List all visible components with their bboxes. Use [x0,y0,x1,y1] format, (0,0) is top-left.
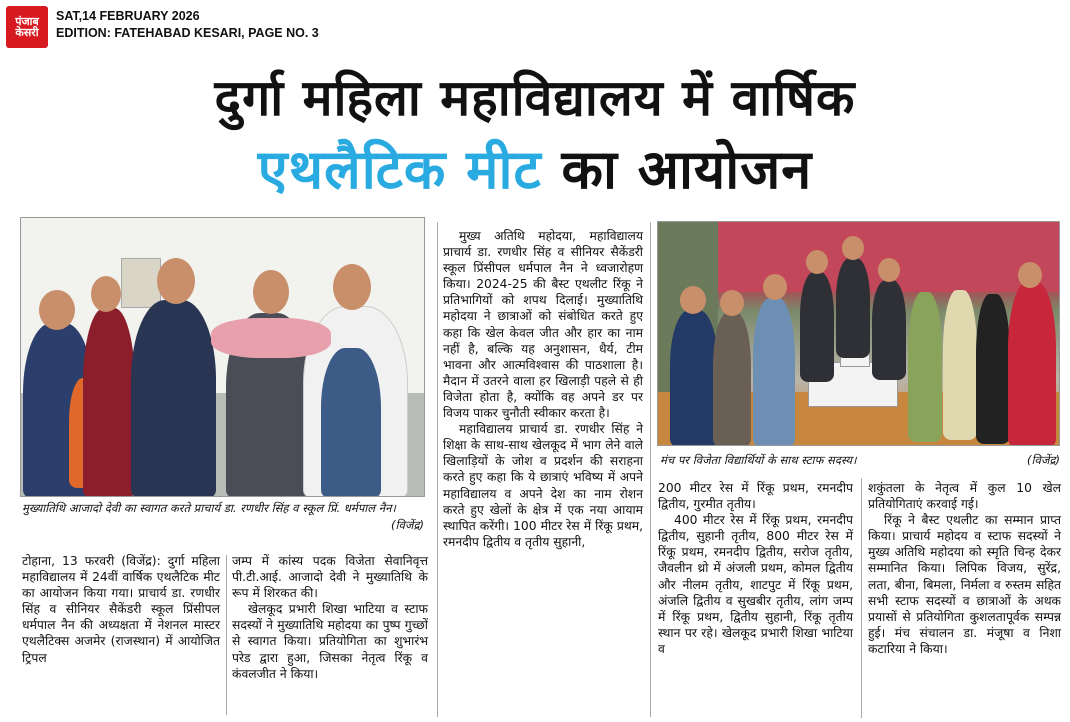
article-para: टोहाना, 13 फरवरी (विजेंद्र): दुर्गा महिला महाविद्यालय में 24वीं वार्षिक एथलैटिक मीट का आयोजन किया गया। प्राचार्य डा. रणधीर सिंह व सीनियर सैकेंडरी स्कूल प्रिंसीपल धर्मपाल नैन की अध्यक्षता में नेशनल मास्टर एथलैटिक्स अजमेर (राजस्थान) में आयोजित ट्रिपल [22,554,220,665]
column-rule [226,555,227,715]
photo1-caption-text: मुख्यातिथि आजादो देवी का स्वागत करते प्राचार्य डा. रणधीर सिंह व स्कूल प्रिं. धर्मपाल नैन। [22,501,396,515]
column-rule [437,222,438,717]
photo-welcome-chief-guest [20,217,425,497]
punjab-kesari-logo [6,6,48,48]
logo-line2: केसरी [15,26,39,39]
article-para: जम्प में कांस्य पदक विजेता सेवानिवृत्त पी.टी.आई. आजादो देवी ने मुख्यातिथि के रूप में शिरकत की। [232,554,428,601]
article-column-2 [232,553,428,682]
column-rule [650,222,651,717]
photo1-caption [22,500,424,534]
edition-info: EDITION: FATEHABAD KESARI, PAGE NO. 3 [56,26,319,40]
article-para: महाविद्यालय प्राचार्य डा. रणधीर सिंह ने शिक्षा के साथ-साथ खेलकूद में भाग लेने वाले खिलाड़ियों के जोश व प्रदर्शन की सराहना करते हुए कहा कि ये छात्राएं भविष्य में अपने महाविद्यालय व अपने देश का नाम रोशन करते हुए खेलों के क्षेत्र में एक नया आयाम स्थापित करेंगी। 100 मीटर रेस में रिंकू प्रथम, रमनदीप द्वितीय व तृतीय सुहानी, [443,422,643,549]
headline-black-part: का आयोजन [561,138,813,201]
edition-date: SAT,14 FEBRUARY 2026 [56,9,200,23]
article-column-5 [868,480,1061,657]
article-para: मुख्य अतिथि महोदया, महाविद्यालय प्राचार्य डा. रणधीर सिंह व सीनियर सैकेंडरी स्कूल प्रिंसीपल धर्मपाल नैन ने ध्वजारोहण किया। 2024-25 की बैस्ट एथलीट रिंकू ने प्रतिभागियों को शपथ दिलाई। मुख्यातिथि महोदया ने छात्राओं को संबोधित करते हुए कहा कि खेल केवल जीत और हार का नाम नहीं है, बल्कि यह अनुशासन, धैर्य, टीम भावना और आत्मविश्वास की पाठशाला है। मैदान में उतरने वाला हर खिलाड़ी पहले से ही विजेता होता है, क्योंकि वह अपने डर पर विजय पाकर चुनौती स्वीकार करता है। [443,229,643,421]
column-rule [861,478,862,718]
article-column-1 [22,553,220,666]
edition-meta [56,8,319,42]
photo-winners-podium [657,221,1060,446]
headline-line1: दुर्गा महिला महाविद्यालय में वार्षिक [214,69,856,127]
article-para: खेलकूद प्रभारी शिखा भाटिया व स्टाफ सदस्यों ने मुख्यातिथि महोदया का पुष्प गुच्छों से स्वागत किया। प्रतियोगिता का शुभारंभ परेड द्वारा हुआ, जिसका नेतृत्व रिंकू व कंवलजीत ने किया। [232,602,428,681]
article-para: 200 मीटर रेस में रिंकू प्रथम, रमनदीप द्वितीय, गुरमीत तृतीय। [658,481,853,512]
article-para: 400 मीटर रेस में रिंकू प्रथम, रमनदीप द्वितीय, सुहानी तृतीय, 800 मीटर रेस में रिंकू प्रथम, रमनदीप द्वितीय, सरोज तृतीय, जैवलीन थ्रो में अंजली प्रथम, कोमल द्वितीय और नीलम तृतीय, शाटपुट में रिंकू प्रथम, अंजलि द्वितीय व सुखबीर तृतीय, लांग जम्प में रिंकू प्रथम, द्वितीय सुहानी, रिंकू तृतीय स्थान पर रहे। खेलकूद प्रभारी शिखा भाटिया व [658,513,853,656]
article-para: रिंकू ने बैस्ट एथलीट का सम्मान प्राप्त किया। प्राचार्य महोदय व स्टाफ सदस्यों ने मुख्य अतिथि महोदया को स्मृति चिन्ह देकर सम्मानित किया। लिपिक विजय, सुरेंद्र, लता, बीना, बिमला, निर्मला व रुस्तम सहित सभी स्टाफ सदस्यों व छात्राओं के अथक प्रयासों से प्रतियोगिता कुशलतापूर्वक सम्पन्न हुई। मंच संचालन डा. मंजूषा व निशा कटारिया ने किया। [868,513,1061,656]
photo2-credit: (विजेंद्र) [1027,453,1060,467]
photo2-caption [660,452,1060,469]
photo2-caption-text: मंच पर विजेता विद्यार्थियों के साथ स्टाफ सदस्य। [660,453,857,467]
article-column-3 [443,228,643,550]
article-para: शकुंतला के नेतृत्व में कुल 10 खेल प्रतियोगिताएं करवाई गई। [868,481,1061,512]
article-column-4 [658,480,853,657]
logo-line1: पंजाब [15,15,39,28]
headline-line2 [0,130,1070,204]
headline-blue-part: एथलैटिक मीट [257,138,542,201]
photo1-credit: (विजेंद्र) [391,518,424,532]
